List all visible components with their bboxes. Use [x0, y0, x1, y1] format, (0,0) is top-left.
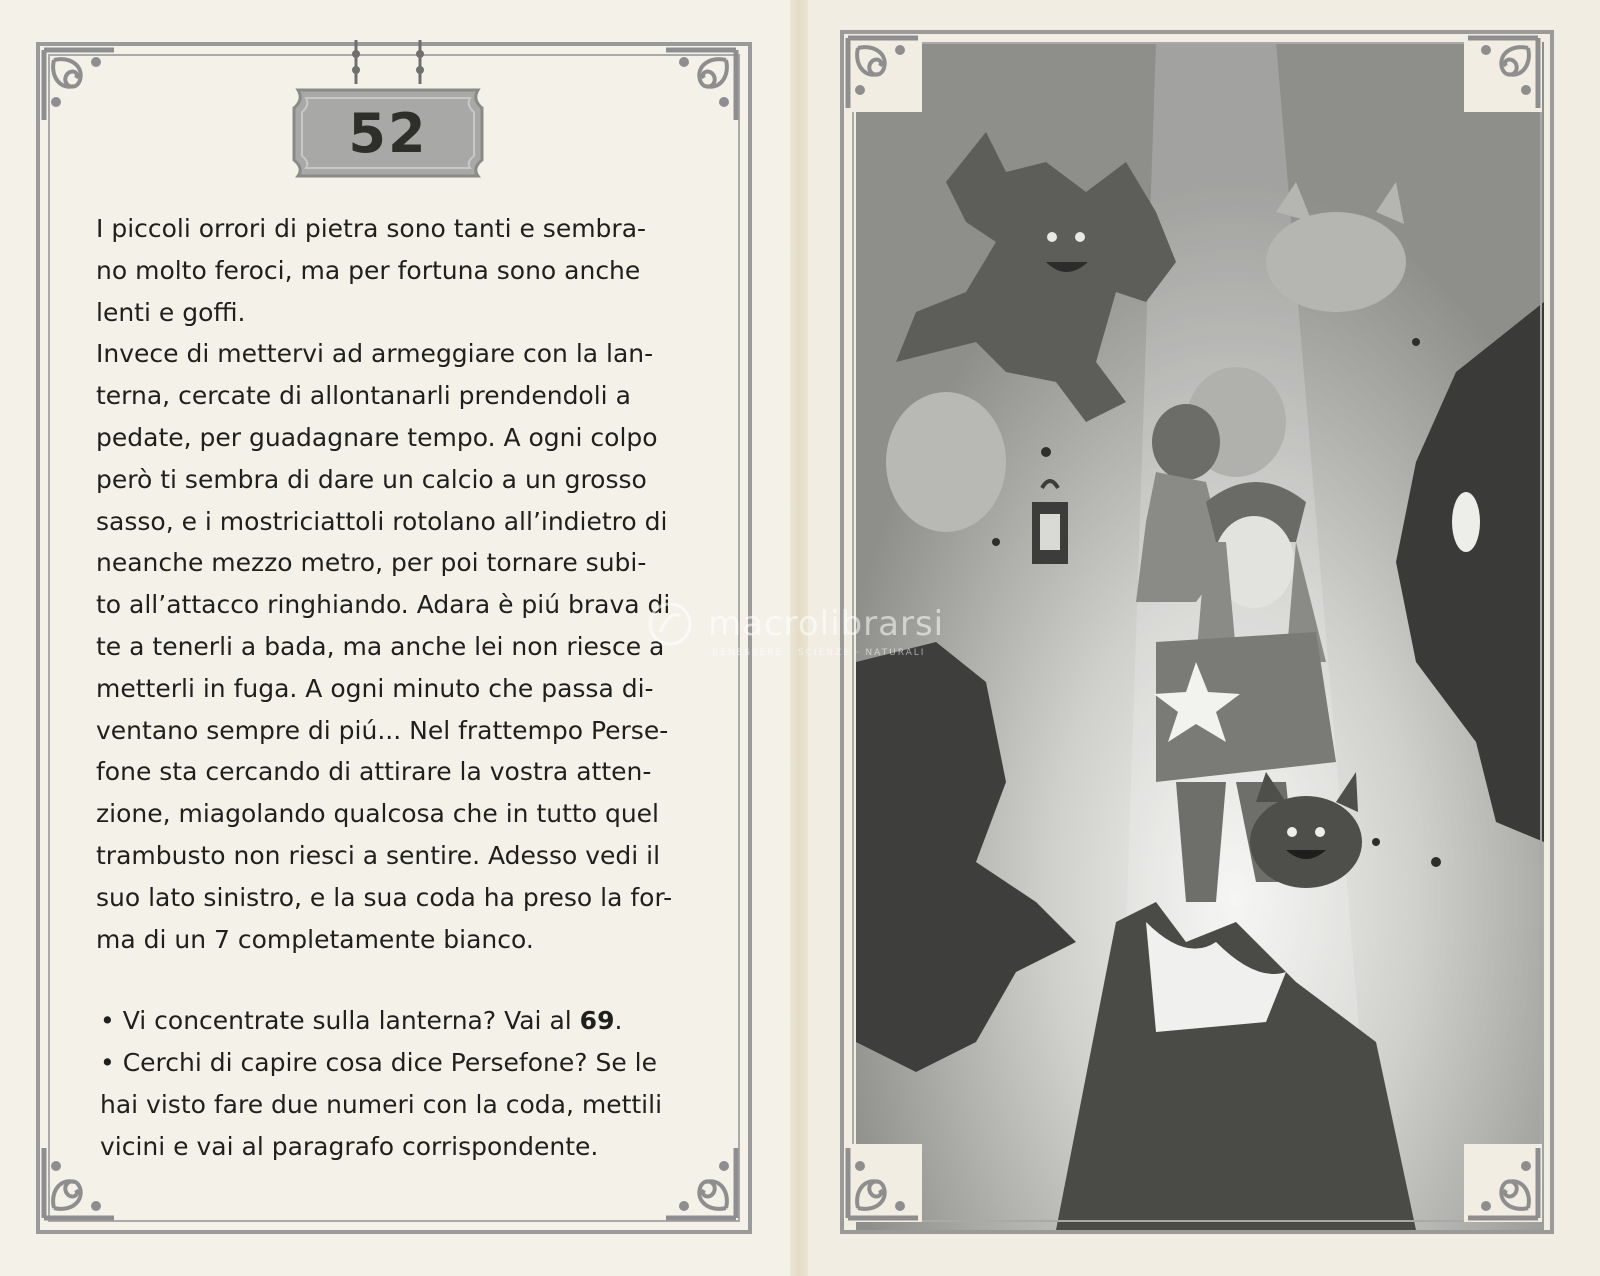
- text-line: trambusto non riesci a sentire. Adesso vedi il: [96, 840, 661, 870]
- text-line: zione, miagolando qualcosa che in tutto quel: [96, 799, 659, 829]
- choice-target-number[interactable]: 69: [579, 1006, 615, 1035]
- text-line: lenti e goffi.: [96, 297, 246, 327]
- choice-text: Vi concentrate sulla lanterna? Vai al: [122, 1006, 580, 1035]
- text-line: pedate, per guadagnare tempo. A ogni colpo: [96, 422, 658, 452]
- text-line: sasso, e i mostriciattoli rotolano all’indietro di: [96, 506, 668, 536]
- watermark-subtext: BENESSERE · SCIENZE · NATURALI: [712, 648, 926, 658]
- text-line: te a tenerli a bada, ma anche lei non riesce a: [96, 631, 665, 661]
- ornament-corner-top-right: [1464, 34, 1542, 112]
- text-line: ma di un 7 completamente bianco.: [96, 924, 534, 954]
- text-line: però ti sembra di dare un calcio a un grosso: [96, 464, 647, 494]
- watermark-logo-icon: [646, 600, 694, 648]
- ornament-corner-top-left: [844, 34, 922, 112]
- bullet: •: [100, 1048, 115, 1077]
- paragraph: [96, 208, 680, 960]
- ornament-corner-bottom-right: [1464, 1144, 1542, 1222]
- choice-text-line: vicini e vai al paragrafo corrispondente.: [100, 1132, 599, 1161]
- text-line: neanche mezzo metro, per poi tornare subi-: [96, 548, 647, 578]
- bullet: •: [100, 1006, 115, 1035]
- ornament-corner-top-right: [662, 46, 740, 124]
- text-line: I piccoli orrori di pietra sono tanti e sembra-: [96, 214, 647, 243]
- choice-text: Cerchi di capire cosa dice Persefone? Se le: [122, 1048, 657, 1077]
- watermark-text: macrolibrarsi: [708, 604, 945, 644]
- ornament-corner-top-left: [40, 46, 118, 124]
- choice-item[interactable]: [100, 1000, 684, 1042]
- choice-punctuation: .: [614, 1006, 623, 1035]
- section-number: 52: [348, 102, 428, 165]
- text-line: metterli in fuga. A ogni minuto che passa di-: [96, 673, 654, 703]
- text-line: fone sta cercando di attirare la vostra atten-: [96, 757, 652, 787]
- choice-item[interactable]: [100, 1042, 684, 1084]
- text-line: Invece di mettervi ad armeggiare con la lan-: [96, 339, 654, 369]
- text-line: no molto feroci, ma per fortuna sono anche: [96, 255, 641, 285]
- text-line: terna, cercate di allontanarli prendendoli a: [96, 381, 631, 411]
- text-line: to all’attacco ringhiando. Adara è piú brava di: [96, 590, 671, 620]
- choice-list: [100, 1000, 684, 1168]
- text-line: ventano sempre di piú... Nel frattempo Perse-: [96, 715, 669, 745]
- choice-text-line: hai visto fare due numeri con la coda, mettili: [100, 1090, 663, 1119]
- ornament-corner-bottom-left: [844, 1144, 922, 1222]
- text-line: suo lato sinistro, e la sua coda ha preso la for-: [96, 882, 673, 912]
